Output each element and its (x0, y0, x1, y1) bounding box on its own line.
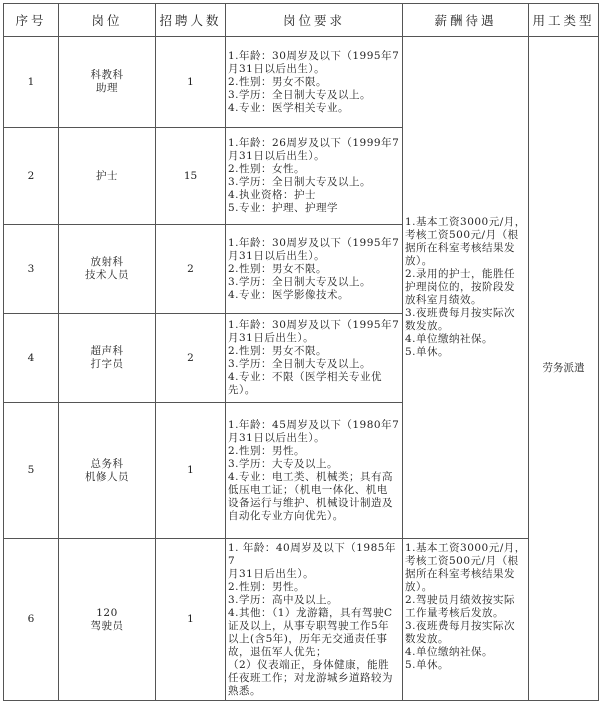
header-no: 序号 (4, 4, 59, 37)
row-no: 3 (4, 225, 59, 314)
row-post: 护士 (59, 128, 156, 225)
row-requirements: 1. 年龄：40周岁及以下（1985年7 月31日后出生）。 2.性别：男性。 3.学历：高中及以上。 4.其他：（1）龙游籍，具有驾驶C 证及以上，从事专职驾驶工作5年 以上(含5年)，历年无交通责任事 故，退伍军人优先； （2）仪表端正，身体健康，能胜 任夜班工作；对龙游城乡道路较为 熟悉。 (226, 539, 403, 701)
row-count: 1 (156, 539, 226, 701)
row-no: 5 (4, 403, 59, 539)
header-post: 岗位 (59, 4, 156, 37)
header-count: 招聘人数 (156, 4, 226, 37)
row-no: 1 (4, 37, 59, 128)
row-post: 科教科 助理 (59, 37, 156, 128)
row-requirements: 1.年龄：26周岁及以下（1999年7 月31日以后出生）。 2.性别：女性。 3.学历：全日制大专及以上。 4.执业资格：护士 5.专业：护理、护理学 (226, 128, 403, 225)
header-salary: 薪酬待遇 (403, 4, 529, 37)
salary-cell: 1.基本工资3000元/月， 考核工资500元/月（根 据所在科室考核结果发 放）。 2.录用的护士，能胜任 护理岗位的，按阶段发 放科室月绩效。 3.夜班费每月按实际次 数发放。 4.单位缴纳社保。 5.单休。 (403, 37, 529, 539)
row-post: 120 驾驶员 (59, 539, 156, 701)
row-requirements: 1.年龄：45周岁及以下（1980年7 月31日以后出生）。 2.性别：男性。 3.学历：大专及以上。 4.专业：电工类、机械类；具有高 低压电工证；（机电一体化、机电 设备运行与维护、机械设计制造及 自动化专业方向优先）。 (226, 403, 403, 539)
row-requirements: 1.年龄：30周岁及以下（1995年7 月31日以后出生）。 2.性别：男女不限。 3.学历：全日制大专及以上。 4.专业：医学影像技术。 (226, 225, 403, 314)
table-row (4, 539, 599, 701)
row-no: 6 (4, 539, 59, 701)
table-row (4, 37, 599, 128)
row-count: 2 (156, 225, 226, 314)
row-post: 总务科 机修人员 (59, 403, 156, 539)
row-requirements: 1.年龄：30周岁及以下（1995年7 月31日以后出生）。 2.性别：男女不限。 3.学历：全日制大专及以上。 4.专业：医学相关专业。 (226, 37, 403, 128)
header-requirements: 岗位要求 (226, 4, 403, 37)
row-count: 2 (156, 314, 226, 403)
row-count: 15 (156, 128, 226, 225)
row-no: 4 (4, 314, 59, 403)
recruitment-table (3, 3, 599, 701)
header-employment-type: 用工类型 (529, 4, 599, 37)
row-count: 1 (156, 37, 226, 128)
row-count: 1 (156, 403, 226, 539)
salary-cell-driver: 1.基本工资3000元/月， 考核工资500元/月（根 据所在科室考核结果发 放）。 2.驾驶员月绩效按实际 工作量考核后发放。 3.夜班费每月按实际次 数发放。 4.单位缴纳社保。 5.单休。 (403, 539, 529, 701)
employment-type-cell: 劳务派遣 (529, 37, 599, 701)
row-no: 2 (4, 128, 59, 225)
row-post: 超声科 打字员 (59, 314, 156, 403)
header-row (4, 4, 599, 37)
row-requirements: 1.年龄：30周岁及以下（1995年7 月31日后出生）。 2.性别：男女不限。 3.学历：全日制大专及以上。 4.专业：不限（医学相关专业优 先）。 (226, 314, 403, 403)
row-post: 放射科 技术人员 (59, 225, 156, 314)
